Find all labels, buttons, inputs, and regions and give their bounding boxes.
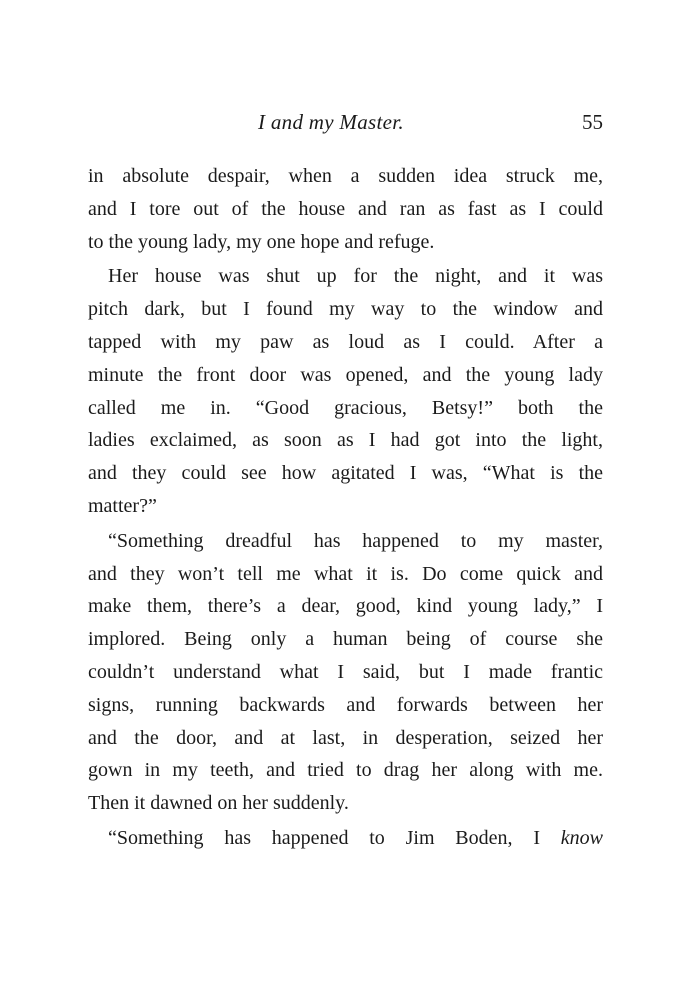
text-line: implored. Being only a human being of course she bbox=[88, 628, 603, 651]
text-line bbox=[88, 822, 603, 855]
running-header bbox=[88, 110, 603, 140]
text-line: Then it dawned on her suddenly. bbox=[88, 792, 349, 815]
text-line: couldn’t understand what I said, but I made frantic bbox=[88, 660, 603, 683]
text-line: signs, running backwards and forwards between her bbox=[88, 693, 603, 716]
text-line: “Something dreadful has happened to my master, bbox=[108, 529, 603, 552]
text-line: minute the front door was opened, and the young lady bbox=[88, 363, 603, 386]
text-line: to the young lady, my one hope and refuge. bbox=[88, 230, 435, 253]
emphasized-word: know bbox=[560, 826, 604, 849]
text-line: and I tore out of the house and ran as fast as I could bbox=[88, 197, 603, 220]
body-text bbox=[88, 160, 603, 855]
text-line: and they could see how agitated I was, “What is the bbox=[88, 462, 603, 485]
text-line: and they won’t tell me what it is. Do come quick and bbox=[88, 562, 603, 585]
text-line: ladies exclaimed, as soon as I had got into the light, bbox=[88, 429, 603, 452]
text-line: and the door, and at last, in desperation, seized her bbox=[88, 726, 603, 749]
text-line: make them, there’s a dear, good, kind young lady,” I bbox=[88, 595, 603, 618]
page-number: 55 bbox=[582, 110, 603, 134]
text-line: in absolute despair, when a sudden idea struck me, bbox=[88, 165, 603, 187]
text-line: Her house was shut up for the night, and it was bbox=[108, 265, 603, 288]
text-line: tapped with my paw as loud as I could. After a bbox=[88, 330, 603, 353]
text-line-start: “Something has happened to Jim Boden, I bbox=[108, 826, 540, 849]
text-line: pitch dark, but I found my way to the window and bbox=[88, 298, 603, 321]
text-line: called me in. “Good gracious, Betsy!” both the bbox=[88, 396, 603, 419]
text-line: matter?” bbox=[88, 494, 157, 517]
running-title: I and my Master. bbox=[258, 110, 404, 134]
text-line: gown in my teeth, and tried to drag her along with me. bbox=[88, 759, 603, 782]
